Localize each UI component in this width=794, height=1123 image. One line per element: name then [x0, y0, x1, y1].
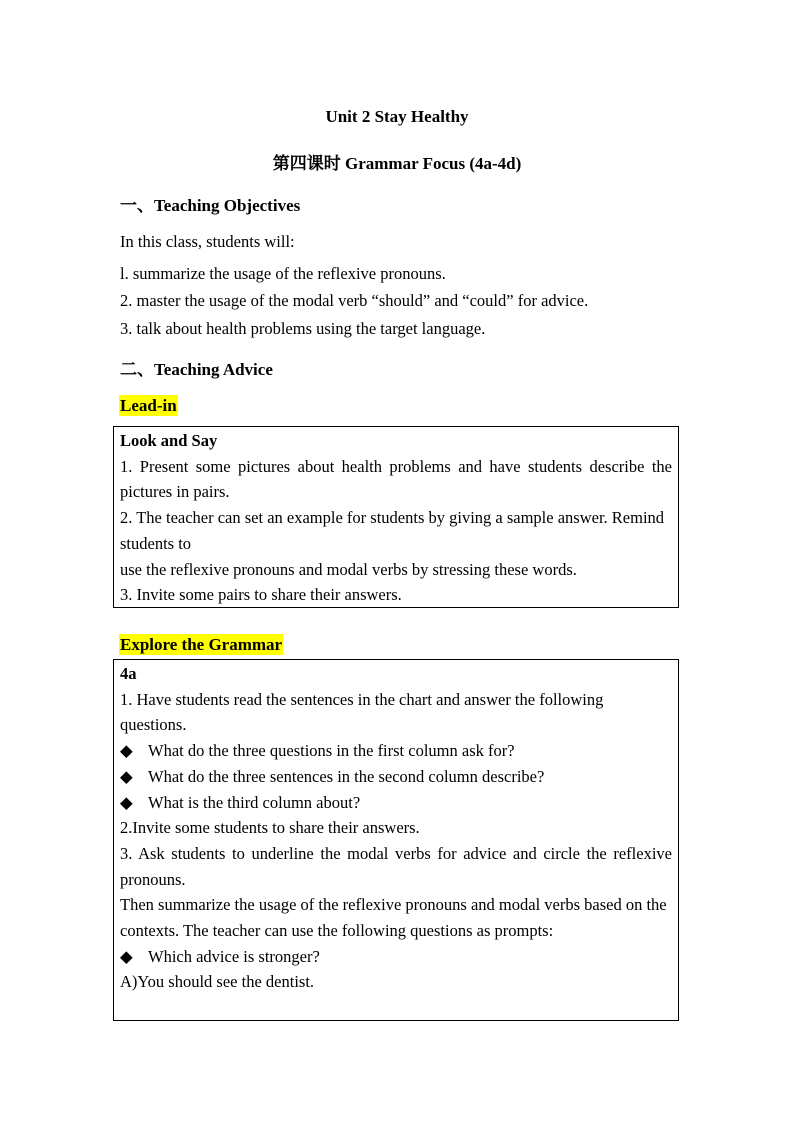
lead-in-box-title: Look and Say [120, 431, 218, 450]
advice-heading: 二、Teaching Advice [120, 360, 273, 379]
lead-in-step-2: 2. The teacher can set an example for students by giving a sample answer. Remind students to [120, 508, 665, 553]
question-item: ◆ What do the three questions in the first column ask for? [120, 738, 672, 764]
lead-in-label: Lead-in [120, 396, 177, 415]
diamond-bullet-icon: ◆ [120, 766, 133, 786]
question-item: ◆ What is the third column about? [120, 790, 672, 816]
objectives-intro: In this class, students will: [120, 232, 295, 251]
explore-step-2: 2.Invite some students to share their answers. [120, 818, 420, 838]
diamond-bullet-icon: ◆ [120, 741, 133, 761]
objective-item-3: 3. talk about health problems using the target language. [120, 319, 486, 338]
document-title: Unit 2 Stay Healthy [325, 107, 469, 126]
question-item: ◆ Which advice is stronger? [120, 944, 672, 970]
explore-box [113, 659, 679, 1021]
lead-in-box [113, 426, 679, 608]
diamond-bullet-icon: ◆ [120, 946, 133, 966]
explore-step-3: 3. Ask students to underline the modal verbs for advice and circle the reflexive pronouns. [120, 843, 672, 889]
explore-label: Explore the Grammar [120, 635, 283, 654]
objectives-heading: 一、Teaching Objectives [120, 196, 301, 215]
answer-option-a: A)You should see the dentist. [120, 972, 315, 992]
explore-step-1: 1. Have students read the sentences in the chart and answer the following questions. [120, 689, 604, 735]
objective-item-1: l. summarize the usage of the reflexive pronouns. [120, 264, 446, 283]
diamond-bullet-icon: ◆ [120, 792, 133, 812]
lead-in-step-3: 3. Invite some pairs to share their answers. [120, 585, 402, 605]
objective-item-2: 2. master the usage of the modal verb “should” and “could” for advice. [120, 291, 589, 310]
explore-summary: Then summarize the usage of the reflexive pronouns and modal verbs based on the [120, 895, 667, 915]
lesson-subtitle: 第四课时 Grammar Focus (4a-4d) [272, 154, 522, 173]
question-item: ◆ What do the three sentences in the second column describe? [120, 764, 672, 790]
lead-in-step-1: 1. Present some pictures about health problems and have students describe the pictures in pairs. [120, 456, 672, 502]
lead-in-step-2-cont: use the reflexive pronouns and modal verbs by stressing these words. [120, 559, 577, 579]
explore-box-title: 4a [120, 664, 137, 683]
explore-summary-cont: contexts. The teacher can use the following questions as prompts: [120, 921, 554, 941]
